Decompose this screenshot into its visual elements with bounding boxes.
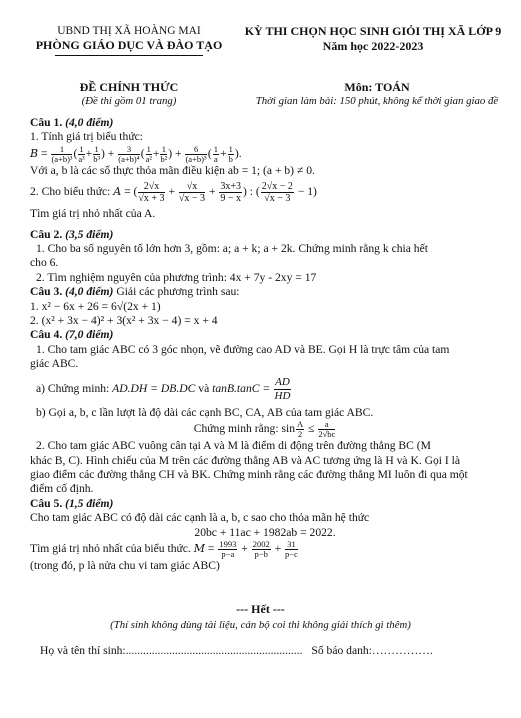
question-1-title: Câu 1. (4,0 điểm) [30,116,114,129]
question-4-title: Câu 4. (7,0 điểm) [30,328,114,342]
q4-part2-b: khác B, C). Hình chiếu của M trên các đường thẳng AB và AC tương ứng là H và K. Gọi I là [30,453,461,467]
footer-note: (Thí sinh không dùng tài liệu, cán bộ coi thi không giải thích gì thêm) [110,619,411,631]
header-left [26,24,232,56]
time-label: Thời gian làm bài: 150 phút, không kể thời gian giao đề [255,95,499,107]
q1-condition: Với a, b là các số thực thỏa mãn điều kiện ab = 1; (a + b) ≠ 0. [30,163,315,177]
school-year: Năm học 2022-2023 [322,39,424,53]
q4-part-b-prove: Chứng minh rằng: sin $\frac{A}{2}$ ≤ $\frac{a}{2√bc}$ [193,419,336,440]
q5-note: (trong đó, p là nửa chu vi tam giác ABC) [30,558,220,572]
q5-relation: 20bc + 11ac + 1982ab = 2022. [194,525,336,539]
subheader-left [26,80,232,108]
candidate-info [40,644,510,657]
q4-part1-a: 1. Cho tam giác ABC có 3 góc nhọn, vẽ đường cao AD và BE. Gọi H là trực tâm của tam [36,342,450,356]
candidate-name-field: Họ và tên thí sinh:............................................................. [40,644,303,657]
question-3-title: Câu 3. (4,0 điểm) Giải các phương trình sau: [30,285,240,299]
q5-task: Tìm giá trị nhỏ nhất của biểu thức. M = $\frac{1993}{p-a}$ + $\frac{2002}{p-b}$ + $\frac{31}{p-c}$ [30,538,298,559]
exam-name: KỲ THI CHỌN HỌC SINH GIỎI THỊ XÃ LỚP 9 [244,24,502,38]
q4-part1-b: giác ABC. [30,357,79,371]
q2-part1-a: 1. Cho ba số nguyên tố lớn hơn 3, gồm: a; a + k; a + 2k. Chứng minh rằng k chia hết [36,242,428,256]
q4-part2-d: điểm cố định. [30,482,94,496]
q1-expression-B: B = $\frac{1}{\text{(a+b)³}}$ ( $\frac{1}{\text{a³}}$ + $\frac{1}{\text{b³}}$ ) + $\frac{3}{\text{(a+b)⁴}}$ ( $\frac{1}{\text{a²}}$ + $\frac{1}{\text{b²}}$ ) + $\frac{6}{\text{(a+b)⁵}}$ ( $\frac{1}{a}$ + $\frac{1}{b}$ ). [30,143,242,164]
department-name: PHÒNG GIÁO DỤC VÀ ĐÀO TẠO [35,38,223,52]
page-count: (Đề thi gồm 01 trang) [81,95,177,107]
question-5-title: Câu 5. (1,5 điểm) [30,496,114,510]
q4-part2-c: giao điểm các đường thẳng CH và BK. Chứng minh rằng các đường thẳng MI luôn đi qua một [30,467,468,481]
q2-part1-b: cho 6. [30,256,59,270]
q1-task: Tìm giá trị nhỏ nhất của A. [30,207,156,221]
subheader-right [236,80,518,108]
q1-expression-A: 2. Cho biểu thức: A = ( $\frac{2√x}{√x + 3}$ + $\frac{√x}{√x - 3}$ + $\frac{3x+3}{9 - x}$ ) : ( $\frac{2√x - 2}{√x - 3}$ − 1) [30,181,317,205]
exam-footer [0,602,521,631]
q5-intro: Cho tam giác ABC có độ dài các cạnh là a, b, c sao cho thỏa mãn hệ thức [30,511,370,525]
authority-name: UBND THỊ XÃ HOÀNG MAI [57,25,201,37]
question-2-title: Câu 2. (3,5 điểm) [30,227,114,241]
q4-part2-a: 2. Cho tam giác ABC vuông cân tại A và M là điểm di động trên đường thẳng BC (M [36,439,431,453]
ad-over-hd: $\frac{AD}{HD}$ [274,375,291,402]
candidate-id-field: Số báo danh:……………. [311,644,433,657]
subject-label: Môn: TOÁN [344,80,410,94]
q2-part2: 2. Tìm nghiệm nguyên của phương trình: 4x + 7y - 2xy = 17 [36,270,317,284]
exam-content [30,116,500,573]
official-label: ĐỀ CHÍNH THỨC [79,80,179,94]
end-marker: --- Hết --- [236,602,285,616]
header-right [238,24,508,54]
q3-equation-2: 2. (x² + 3x − 4)² + 3(x² + 3x − 4) = x + 4 [30,314,218,328]
header-rule [55,55,203,56]
q4-part-b: b) Gọi a, b, c lần lượt là độ dài các cạnh BC, CA, AB của tam giác ABC. [36,405,374,419]
q4-part-a: a) Chứng minh: AD.DH = DB.DC và tanB.tanC = $\frac{AD}{HD}$ [36,375,291,402]
q3-equation-1: 1. x² − 6x + 26 = 6√(2x + 1) [30,299,161,313]
q1-part1-intro: 1. Tính giá trị biểu thức: [30,130,143,144]
